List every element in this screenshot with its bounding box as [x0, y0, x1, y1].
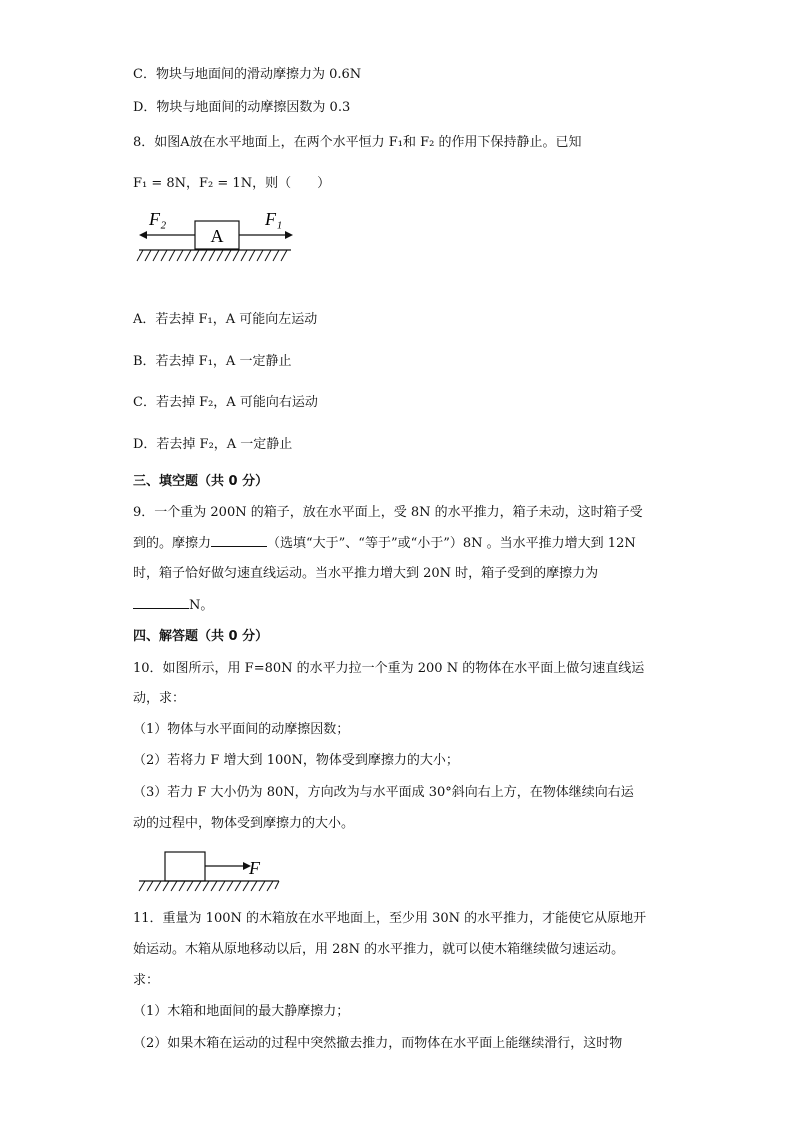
q9-line-2: [133, 534, 636, 553]
q10-line-1: 10．如图所示，用 F=80N 的水平力拉一个重为 200 N 的物体在水平面上做匀速直线运: [133, 661, 645, 676]
q8-given: F₁ = 8N，F₂ = 1N，则（ ）: [133, 176, 331, 191]
f2-label: F₂: [149, 209, 167, 229]
q9-blank-2: [133, 596, 189, 609]
q11-part-2: （2）如果木箱在运动的过程中突然撤去推力，而物体在水平面上能继续滑行，这时物: [133, 1036, 623, 1051]
q8-option-c: C．若去掉 F₂，A 可能向右运动: [133, 395, 318, 410]
q8-stem: 8．如图A放在水平地面上，在两个水平恒力 F₁和 F₂ 的作用下保持静止。已知: [133, 135, 582, 150]
q10-line-2: 动，求：: [133, 691, 186, 706]
section-4-heading: 四、解答题（共 0 分）: [133, 629, 269, 644]
q7-option-c: C．物块与地面间的滑动摩擦力为 0.6N: [133, 67, 362, 82]
section-3-heading: 三、填空题（共 0 分）: [133, 474, 269, 489]
q9-blank-1: [211, 534, 267, 547]
q10-part-3b: 动的过程中，物体受到摩擦力的大小。: [133, 816, 355, 831]
q8-force-diagram: [135, 205, 295, 267]
force-f-label: F: [249, 858, 260, 878]
q9-line-4-text: N。: [189, 598, 214, 613]
right-arrowhead-icon: [285, 231, 293, 239]
q11-part-1: （1）木箱和地面间的最大静摩擦力；: [133, 1004, 350, 1019]
q8-option-a: A．若去掉 F₁，A 可能向左运动: [133, 312, 318, 327]
left-arrowhead-icon: [139, 231, 147, 239]
block-a-label: A: [210, 226, 224, 246]
q7-option-d: D．物块与地面间的动摩擦因数为 0.3: [133, 100, 351, 115]
q9-line-1: 9．一个重为 200N 的箱子，放在水平面上，受 8N 的水平推力，箱子未动，这时箱子受: [133, 505, 643, 520]
ground-hatch: [137, 250, 287, 261]
q9-line-4: [133, 596, 213, 615]
q9-line-2b: （选填“大于”、“等于”或“小于”）8N 。当水平推力增大到 12N: [267, 536, 636, 551]
q11-line-3: 求：: [133, 973, 160, 988]
q9-line-3: 时，箱子恰好做匀速直线运动。当水平推力增大到 20N 时，箱子受到的摩擦力为: [133, 566, 599, 581]
block: [165, 852, 205, 881]
q10-part-3a: （3）若力 F 大小仍为 80N，方向改为与水平面成 30°斜向右上方，在物体继续向右运: [133, 785, 634, 800]
q11-line-1: 11．重量为 100N 的木箱放在水平地面上，至少用 30N 的水平推力，才能使它从原地开: [133, 911, 647, 926]
q9-line-2a: 到的。摩擦力: [133, 536, 212, 551]
q10-force-diagram: [137, 848, 285, 894]
q8-option-d: D．若去掉 F₂，A 一定静止: [133, 437, 293, 452]
q10-part-1: （1）物体与水平面间的动摩擦因数；: [133, 722, 350, 737]
f1-label: F₁: [265, 209, 283, 229]
q11-line-2: 始运动。木箱从原地移动以后，用 28N 的水平推力，就可以使木箱继续做匀速运动。: [133, 942, 625, 957]
ground-hatch: [139, 881, 279, 891]
q8-option-b: B．若去掉 F₁，A 一定静止: [133, 354, 292, 369]
q10-part-2: （2）若将力 F 增大到 100N，物体受到摩擦力的大小；: [133, 753, 459, 768]
